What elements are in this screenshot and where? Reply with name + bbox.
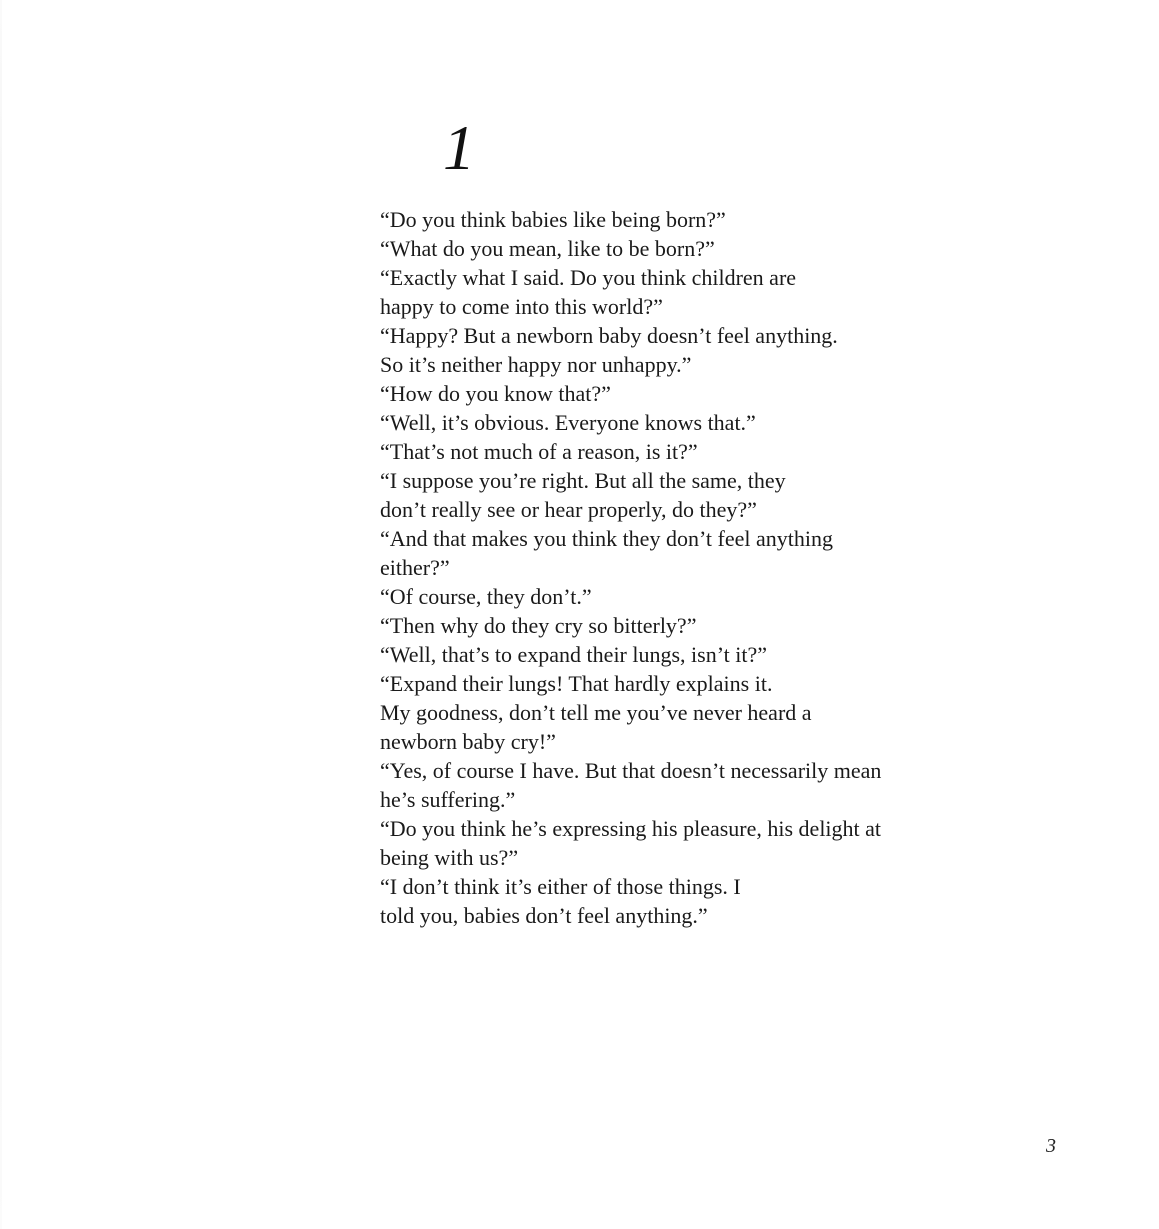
text-line: My goodness, don’t tell me you’ve never heard a (380, 700, 812, 725)
text-line: “Well, that’s to expand their lungs, isn’t it?” (380, 642, 768, 667)
text-line: “Expand their lungs! That hardly explains it. (380, 671, 773, 696)
text-line: happy to come into this world?” (380, 294, 663, 319)
text-line: he’s suffering.” (380, 787, 516, 812)
text-line: “Exactly what I said. Do you think children are (380, 265, 797, 290)
text-line: being with us?” (380, 845, 519, 870)
text-line: “I don’t think it’s either of those things. I (380, 874, 741, 899)
text-line: newborn baby cry!” (380, 729, 556, 754)
text-line: “I suppose you’re right. But all the same, they (380, 468, 786, 493)
text-line: “What do you mean, like to be born?” (380, 236, 715, 261)
text-line: “Then why do they cry so bitterly?” (380, 613, 697, 638)
text-line: “That’s not much of a reason, is it?” (380, 439, 698, 464)
page-number: 3 (1046, 1135, 1056, 1157)
text-line: don’t really see or hear properly, do they?” (380, 497, 757, 522)
text-line: “Do you think he’s expressing his pleasure, his delight at (380, 816, 882, 841)
chapter-number: 1 (443, 112, 475, 183)
text-line: “Do you think babies like being born?” (380, 207, 726, 232)
text-line: either?” (380, 555, 450, 580)
text-line: “Yes, of course I have. But that doesn’t necessarily mean (380, 758, 882, 783)
text-line: So it’s neither happy nor unhappy.” (380, 352, 692, 377)
text-line: “And that makes you think they don’t feel anything (380, 526, 833, 551)
text-line: “How do you know that?” (380, 381, 611, 406)
text-line: “Happy? But a newborn baby doesn’t feel anything. (380, 323, 838, 348)
text-line: told you, babies don’t feel anything.” (380, 903, 708, 928)
text-line: “Well, it’s obvious. Everyone knows that.” (380, 410, 756, 435)
page-edge-shadow (0, 0, 2, 1229)
body-text (380, 205, 940, 930)
text-line: “Of course, they don’t.” (380, 584, 592, 609)
